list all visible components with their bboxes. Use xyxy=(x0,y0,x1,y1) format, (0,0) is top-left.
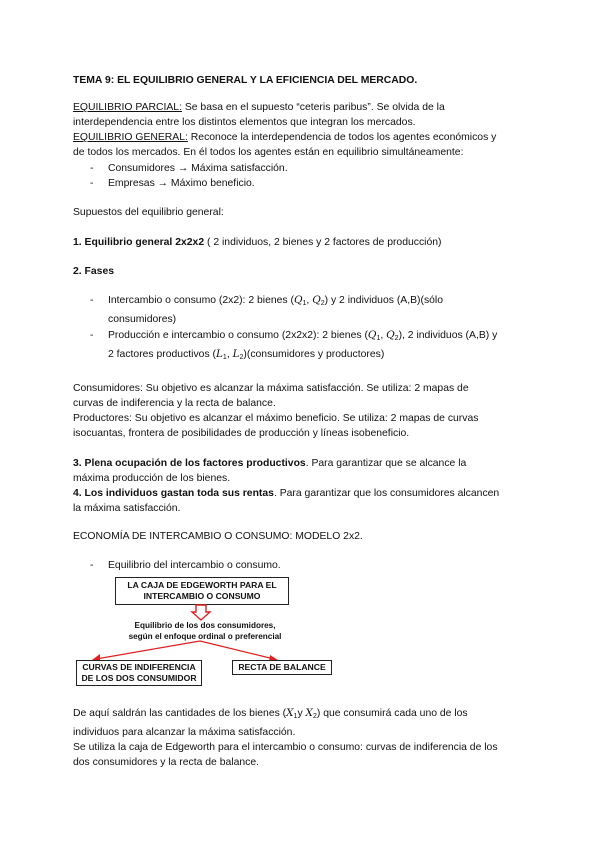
equilibrium-caption: Equilibrio de los dos consumidores, según el enfoque ordinal o preferencial xyxy=(128,621,282,641)
list-item-continuation: consumidores) xyxy=(108,314,177,325)
final-line3: Se utiliza la caja de Edgeworth para el intercambio o consumo: curvas de indiferencia de los xyxy=(73,742,498,753)
supuestos-heading: Supuestos del equilibrio general: xyxy=(73,207,224,218)
supuesto-2: 2. Fases xyxy=(73,266,115,277)
supuesto-1: 1. Equilibrio general 2x2x2 ( 2 individuos, 2 bienes y 2 factores de producción) xyxy=(73,237,442,248)
list-item: - Empresas → Máximo beneficio. xyxy=(90,178,255,189)
parcial-line2: interdependencia entre los distintos elementos que integran los mercados. xyxy=(73,117,416,128)
supuesto-4-line2: la máxima satisfacción. xyxy=(73,503,181,514)
left-branch-line xyxy=(96,641,200,659)
list-item: - Equilibrio del intercambio o consumo. xyxy=(90,560,281,571)
section-heading: ECONOMÍA DE INTERCAMBIO O CONSUMO: MODELO 2x2. xyxy=(73,531,363,542)
consumidores-line2: curvas de indiferencia y la recta de balance. xyxy=(73,398,276,409)
productores-line1: Productores: Su objetivo es alcanzar el máximo beneficio. Se utiliza: 2 mapas de curvas xyxy=(73,413,479,424)
final-line1: De aquí saldrán las cantidades de los bienes ($X_1y$ $X_2$) que consumirá cada uno de los xyxy=(73,707,468,720)
supuesto-4: 4. Los individuos gastan toda sus rentas. Para garantizar que los consumidores alcancen xyxy=(73,488,500,499)
list-item: - Intercambio o consumo (2x2): 2 bienes ($Q_1$, $Q_2$) y 2 individuos (A,B)(sólo xyxy=(90,294,444,307)
list-item-continuation: 2 factores productivos ($L_1$, $L_2)(consumidores$ y productores) xyxy=(108,348,385,361)
list-item: - Producción e intercambio o consumo (2x2x2): 2 bienes ($Q_1$, $Q_2$), 2 individuos (A,B) y xyxy=(90,329,498,342)
balance-box: RECTA DE BALANCE xyxy=(232,660,332,675)
parcial-line1: EQUILIBRIO PARCIAL: Se basa en el supuesto “ceteris paribus”. Se olvida de la xyxy=(73,102,445,113)
right-branch-line xyxy=(200,641,274,659)
productores-line2: isocuantas, frontera de posibilidades de producción y líneas isobeneficio. xyxy=(73,428,410,439)
general-term: EQUILIBRIO GENERAL: xyxy=(73,132,188,143)
general-line2: de todos los mercados. En él todos los agentes están en equilibrio simultáneamente: xyxy=(73,147,464,158)
supuesto-3: 3. Plena ocupación de los factores productivos. Para garantizar que se alcance la xyxy=(73,458,467,469)
general-line1: EQUILIBRIO GENERAL: Reconoce la interdependencia de todos los agentes económicos y xyxy=(73,132,497,143)
list-item: - Consumidores → Máxima satisfacción. xyxy=(90,163,288,174)
page-title: TEMA 9: EL EQUILIBRIO GENERAL Y LA EFICIENCIA DEL MERCADO. xyxy=(73,75,418,86)
down-arrow-icon xyxy=(192,605,210,620)
supuesto-3-line2: máxima producción de los bienes. xyxy=(73,473,231,484)
indiferencia-box: CURVAS DE INDIFERENCIA DE LOS DOS CONSUMIDOR xyxy=(76,660,202,686)
consumidores-line1: Consumidores: Su objetivo es alcanzar la máxima satisfacción. Se utiliza: 2 mapas de xyxy=(73,383,469,394)
parcial-term: EQUILIBRIO PARCIAL: xyxy=(73,102,182,113)
edgeworth-box-label: LA CAJA DE EDGEWORTH PARA EL INTERCAMBIO O CONSUMO xyxy=(115,577,289,605)
final-line2: individuos para alcanzar la máxima satisfacción. xyxy=(73,727,296,738)
final-line4: dos consumidores y la recta de balance. xyxy=(73,757,259,768)
